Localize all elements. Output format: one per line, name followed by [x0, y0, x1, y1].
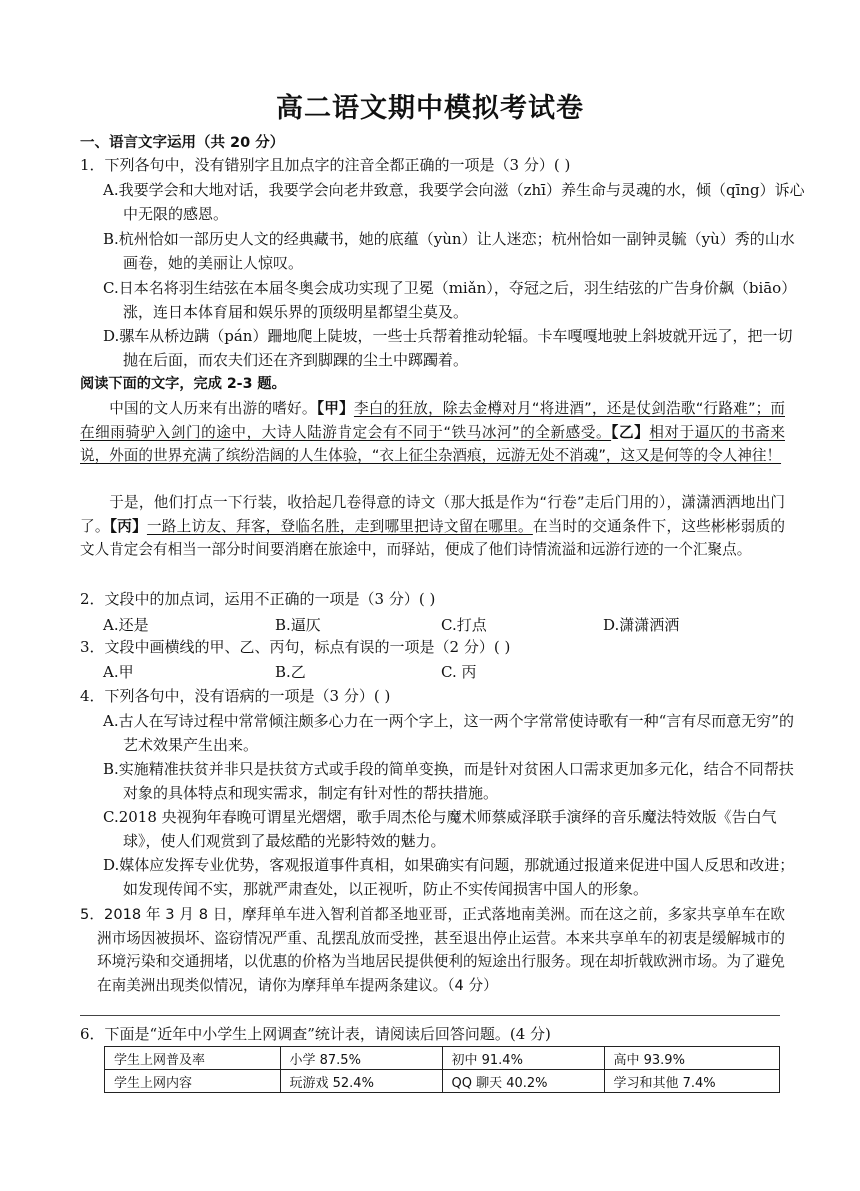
question-1-stem: 1．下列各句中，没有错别字且加点字的注音全都正确的一项是（3 分）( ) — [80, 156, 571, 174]
table-cell: 小学 87.5% — [280, 1047, 442, 1070]
question-2-option-d: D.潇潇洒洒 — [603, 616, 680, 634]
question-2-option-c: C.打点 — [441, 616, 487, 634]
passage-text: 在当时的交通条件下，这些彬彬弱质的文人肯定会有相当一部分时间要消磨在旅途中，而驿站，便成了他们诗情流溢和远游行迹的一个汇聚点。 — [80, 517, 785, 559]
sentence-yi: 相对于逼仄的书斋来说，外面的世界充满了缤纷浩阔的人生体验，“衣上征尘杂酒痕，远游无处不消魂”，这又是何等的令人神往！ — [80, 423, 785, 465]
table-cell: 玩游戏 52.4% — [280, 1070, 442, 1093]
question-4-option-b: B.实施精准扶贫并非只是扶贫方式或手段的简单变换，而是针对贫困人口需求更加多元化，结合不同帮扶对象的具体特点和现实需求，制定有针对性的帮扶措施。 — [103, 760, 794, 802]
table-cell: QQ 聊天 40.2% — [442, 1070, 604, 1093]
passage-paragraph-2 — [80, 491, 785, 562]
passage-text: 于是，他们打点一下行装，收拾起几卷得意的诗文（那大抵是作为“行卷”走后门用的），潇潇洒洒地出门了。 — [80, 494, 785, 535]
question-3-stem: 3．文段中画横线的甲、乙、丙句，标点有误的一项是（2 分）( ) — [80, 638, 511, 656]
question-4-option-d: D.媒体应发挥专业优势，客观报道事件真相，如果确实有问题，那就通过报道来促进中国人反思和改进；如发现传闻不实，那就严肃查处，以正视听，防止不实传闻损害中国人的形象。 — [103, 856, 795, 898]
reading-instruction: 阅读下面的文字，完成 2-3 题。 — [80, 376, 286, 392]
mark-yi: 【乙】 — [611, 423, 650, 441]
exam-title: 高二语文期中模拟考试卷 — [276, 93, 584, 124]
survey-table — [104, 1046, 780, 1093]
table-row — [105, 1070, 780, 1093]
question-5: 5．2018 年 3 月 8 日，摩拜单车进入智利首都圣地亚哥，正式落地南美洲。而在这之前，多家共享单车在欧洲市场因被损坏、盗窃情况严重、乱摆乱放而受挫，甚至退出停止运营。本来共享单车的初衷是缓解城市的环境污染和交通拥堵，以优惠的价格为当地居民提供便利的短途出行服务。现在却折戟欧洲市场。为了避免在南美洲出现类似情况，请你为摩拜单车提两条建议。（4 分） — [80, 906, 785, 994]
question-2-option-a: A.还是 — [103, 616, 149, 634]
table-cell: 高中 93.9% — [604, 1047, 780, 1070]
table-cell: 学生上网普及率 — [105, 1047, 281, 1070]
sentence-jia: 李白的狂放，除去金樽对月“将进酒”，还是仗剑浩歌“行路难”；而在细雨骑驴入剑门的途中，大诗人陆游肯定会有不同于“铁马冰河”的全新感受。 — [80, 400, 785, 441]
question-1-option-b: B.杭州恰如一部历史人文的经典藏书，她的底蕴（yùn）让人迷恋；杭州恰如一副钟灵毓（yù）秀的山水画卷，她的美丽让人惊叹。 — [103, 230, 795, 272]
question-2-stem: 2．文段中的加点词，运用不正确的一项是（3 分）( ) — [80, 590, 436, 608]
question-3-options — [103, 661, 785, 684]
passage-text: 中国的文人历来有出游的嗜好。 — [109, 400, 317, 417]
question-2-options — [103, 614, 785, 637]
mark-bing: 【丙】 — [109, 517, 147, 535]
table-row — [105, 1047, 780, 1070]
question-4-option-c: C.2018 央视狗年春晚可谓星光熠熠，歌手周杰伦与魔术师蔡威泽联手演绎的音乐魔法特效版《告白气球》，使人们观赏到了最炫酷的光影特效的魅力。 — [103, 808, 777, 850]
answer-line — [80, 1015, 780, 1016]
section-heading: 一、语言文字运用（共 20 分） — [80, 135, 285, 151]
passage-paragraph-1 — [80, 397, 785, 468]
question-3-option-a: A.甲 — [103, 663, 134, 681]
mark-jia: 【甲】 — [316, 400, 354, 417]
question-3-option-c: C. 丙 — [441, 663, 477, 681]
question-1-option-a: A.我要学会和大地对话，我要学会向老井致意，我要学会向滋（zhī）养生命与灵魂的水，倾（qīng）诉心中无限的感恩。 — [103, 181, 805, 223]
question-1-option-d: D.骡车从桥边蹒（pán）跚地爬上陡坡，一些士兵帮着推动轮辐。卡车嘎嘎地驶上斜坡就开远了，把一切抛在后面，而农夫们还在齐到脚踝的尘土中踯躅着。 — [103, 327, 793, 369]
question-2-option-b: B.逼仄 — [275, 616, 321, 634]
table-cell: 初中 91.4% — [442, 1047, 604, 1070]
question-4-stem: 4．下列各句中，没有语病的一项是（3 分）( ) — [80, 687, 391, 705]
question-4-option-a: A.古人在写诗过程中常常倾注颇多心力在一两个字上，这一两个字常常使诗歌有一种“言有尽而意无穷”的艺术效果产生出来。 — [103, 712, 794, 754]
question-1-option-c: C.日本名将羽生结弦在本届冬奥会成功实现了卫冕（miǎn），夺冠之后，羽生结弦的广告身价飙（biāo）涨，连日本体育届和娱乐界的顶级明星都望尘莫及。 — [103, 279, 797, 321]
table-cell: 学生上网内容 — [105, 1070, 281, 1093]
table-cell: 学习和其他 7.4% — [604, 1070, 780, 1093]
question-3-option-b: B.乙 — [275, 663, 306, 681]
sentence-bing: 一路上访友、拜客，登临名胜，走到哪里把诗文留在哪里。 — [146, 517, 533, 535]
question-6-stem: 6．下面是“近年中小学生上网调查”统计表，请阅读后回答问题。(4 分) — [80, 1025, 551, 1043]
